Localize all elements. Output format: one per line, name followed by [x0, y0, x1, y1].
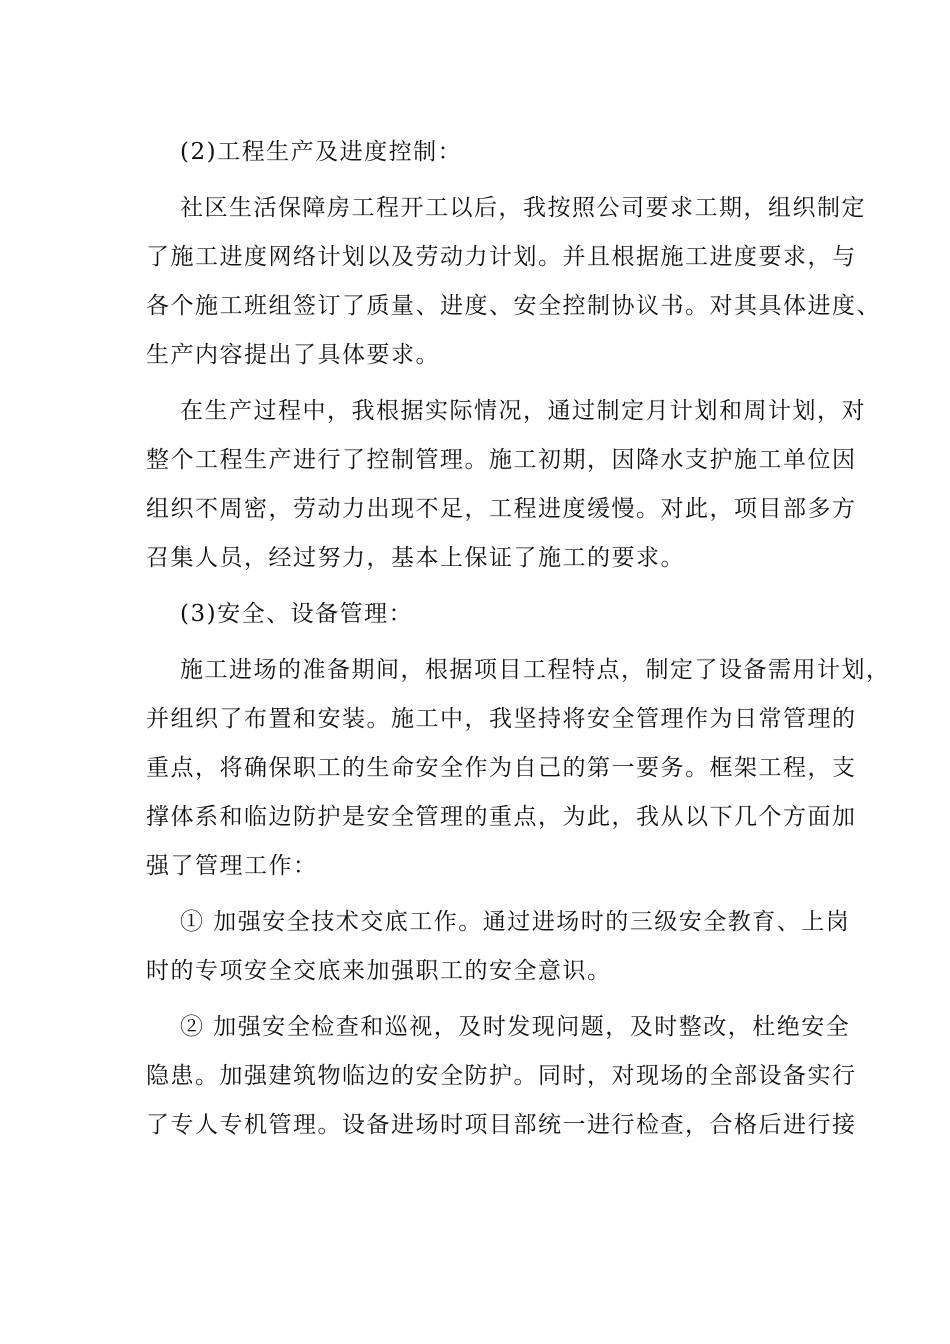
paragraph-line: 了施工进度网络计划以及劳动力计划。并且根据施工进度要求，与 [146, 244, 857, 270]
paragraph-line: 召集人员，经过努力，基本上保证了施工的要求。 [146, 545, 685, 571]
list-item-line: 了专人专机管理。设备进场时项目部统一进行检查，合格后进行接 [146, 1112, 857, 1138]
paragraph-line: 各个施工班组签订了质量、进度、安全控制协议书。对其具体进度、 [146, 293, 881, 319]
section-heading-progress: (2)工程生产及进度控制： [180, 139, 463, 165]
list-item-line: ① 加强安全技术交底工作。通过进场时的三级安全教育、上岗 [180, 909, 851, 935]
paragraph-line: 组织不周密，劳动力出现不足，工程进度缓慢。对此，项目部多方 [146, 496, 857, 522]
paragraph-line: 撑体系和临边防护是安全管理的重点，为此，我从以下几个方面加 [146, 804, 857, 830]
paragraph-line: 整个工程生产进行了控制管理。施工初期，因降水支护施工单位因 [146, 447, 857, 473]
paragraph-line: 重点，将确保职工的生命安全作为自己的第一要务。框架工程，支 [146, 755, 857, 781]
list-item-line: ② 加强安全检查和巡视，及时发现问题，及时整改，杜绝安全 [180, 1014, 851, 1040]
list-item-line: 隐患。加强建筑物临边的安全防护。同时，对现场的全部设备实行 [146, 1063, 857, 1089]
paragraph-line: 施工进场的准备期间，根据项目工程特点，制定了设备需用计划， [180, 657, 891, 683]
paragraph-line: 在生产过程中，我根据实际情况，通过制定月计划和周计划，对 [180, 398, 866, 424]
list-item-line: 时的专项安全交底来加强职工的安全意识。 [146, 958, 612, 984]
paragraph-line: 并组织了布置和安装。施工中，我坚持将安全管理作为日常管理的 [146, 706, 857, 732]
paragraph-line: 生产内容提出了具体要求。 [146, 342, 440, 368]
paragraph-line: 强了管理工作： [146, 853, 318, 879]
paragraph-line: 社区生活保障房工程开工以后，我按照公司要求工期，组织制定 [180, 195, 866, 221]
section-heading-safety: (3)安全、设备管理： [180, 601, 414, 627]
